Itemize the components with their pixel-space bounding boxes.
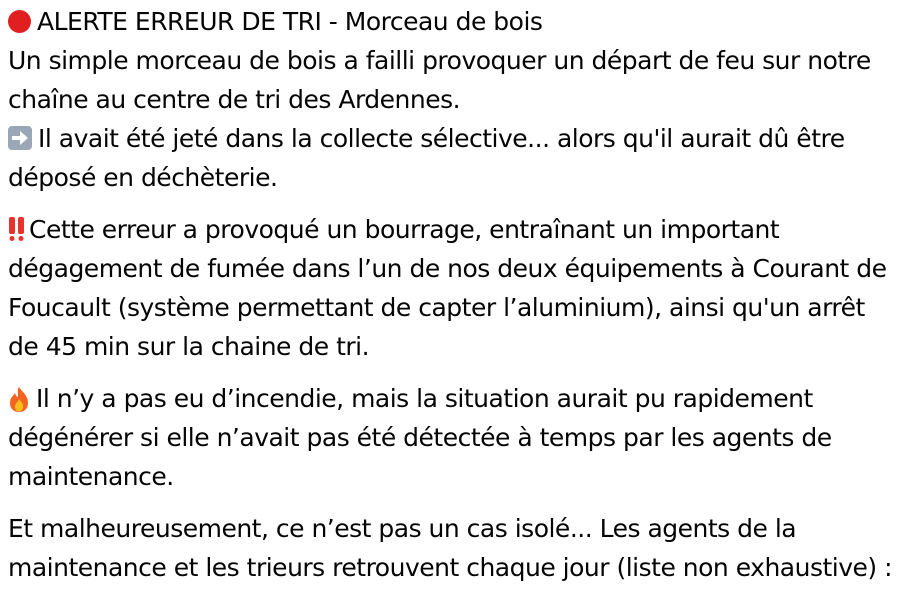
closing-paragraph — [8, 509, 896, 587]
fire-icon — [8, 385, 30, 412]
alert-paragraph — [8, 2, 896, 197]
right-arrow-icon — [8, 126, 32, 150]
closing-text: Et malheureusement, ce n’est pas un cas isolé... Les agents de la maintenance et les trieurs retrouvent chaque jour (liste non exhaustive) : — [8, 514, 893, 582]
intro-text: Un simple morceau de bois a failli provoquer un départ de feu sur notre chaîne au centre de tri des Ardennes. — [8, 46, 871, 114]
red-circle-icon — [8, 10, 31, 33]
post-body — [8, 2, 896, 587]
double-exclamation-icon — [8, 215, 26, 243]
arrow-text: Il avait été jeté dans la collecte sélective... alors qu'il aurait dû être déposé en déchèterie. — [8, 124, 845, 192]
warning-paragraph — [8, 210, 896, 366]
fire-text: Il n’y a pas eu d’incendie, mais la situation aurait pu rapidement dégénérer si elle n’avait pas été détectée à temps par les agents de maintenance. — [8, 384, 832, 491]
fire-paragraph — [8, 379, 896, 496]
alert-title: ALERTE ERREUR DE TRI - Morceau de bois — [37, 7, 543, 36]
warning-text: Cette erreur a provoqué un bourrage, entraînant un important dégagement de fumée dans l’un de nos deux équipements à Courant de Foucault (système permettant de capter l’aluminium), ainsi qu'un arrêt de 45 min sur la chaine de tri. — [8, 215, 887, 361]
